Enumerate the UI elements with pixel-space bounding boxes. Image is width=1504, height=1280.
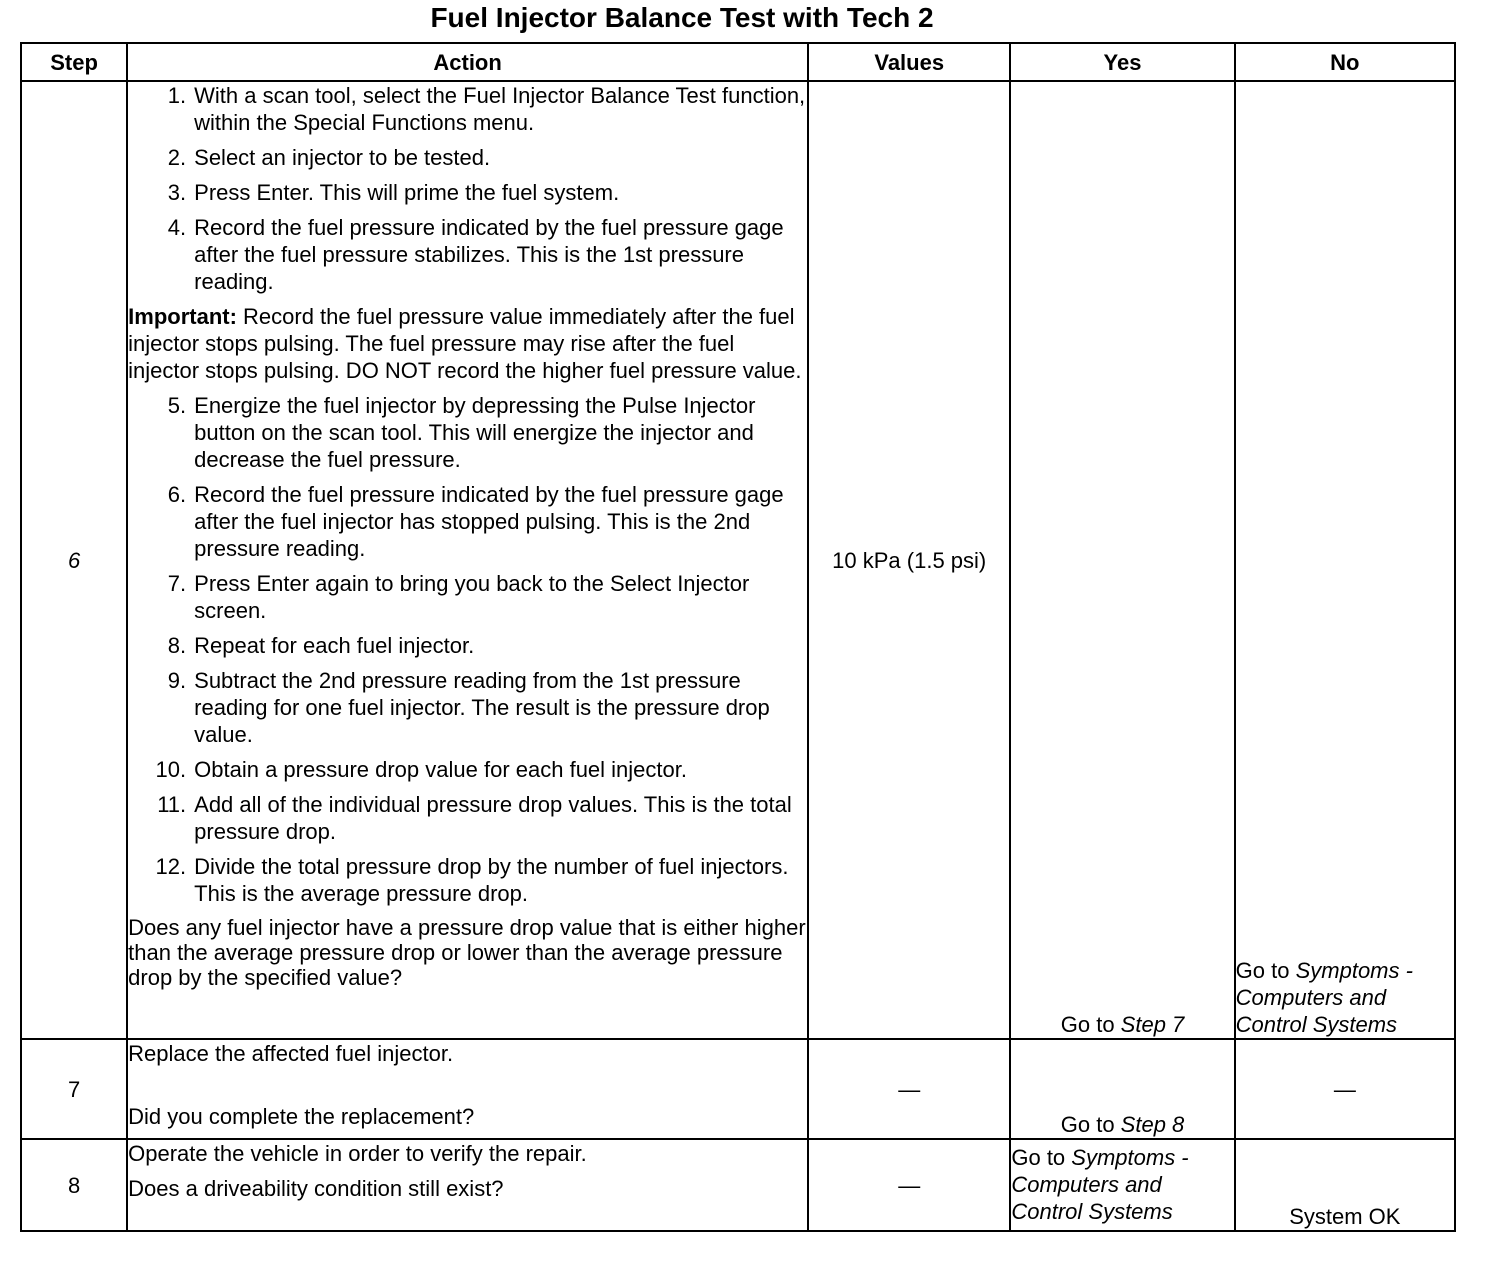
no-goto: Go to Symptoms - Computers and Control Systems bbox=[1235, 958, 1413, 1037]
header-step: Step bbox=[21, 43, 127, 81]
list-item: 10. Obtain a pressure drop value for each fuel injector. bbox=[155, 757, 687, 782]
important-note bbox=[128, 303, 807, 384]
list-item: 12. Divide the total pressure drop by the number of fuel injectors. This is the average pressure drop. bbox=[155, 854, 789, 906]
header-values: Values bbox=[808, 43, 1010, 81]
action-cell bbox=[127, 81, 808, 1039]
yes-cell bbox=[1010, 1039, 1234, 1139]
note-text: Record the fuel pressure value immediately after the fuel injector stops pulsing. The fuel pressure may rise after the fuel injector stops pulsing. DO NOT record the higher fuel pressure value. bbox=[128, 304, 802, 383]
action-cell bbox=[127, 1139, 808, 1231]
diagnostic-table bbox=[20, 42, 1456, 1232]
procedure-list-a bbox=[128, 82, 807, 295]
list-item: 9. Subtract the 2nd pressure reading from the 1st pressure reading for one fuel injector. The result is the pressure drop value. bbox=[167, 668, 770, 747]
step-number: 6 bbox=[21, 81, 127, 1039]
yes-cell bbox=[1010, 81, 1234, 1039]
page-title: Fuel Injector Balance Test with Tech 2 bbox=[430, 2, 934, 33]
note-label: Important: bbox=[128, 304, 237, 329]
list-item: 8. Repeat for each fuel injector. bbox=[167, 633, 475, 658]
list-item: 7. Press Enter again to bring you back to the Select Injector screen. bbox=[167, 571, 750, 623]
table-row-step-7 bbox=[21, 1039, 1455, 1139]
values-cell: — bbox=[808, 1139, 1010, 1231]
list-item: 6. Record the fuel pressure indicated by the fuel pressure gage after the fuel injector has stopped pulsing. This is the 2nd pressure reading. bbox=[167, 482, 784, 561]
question-text: Did you complete the replacement? bbox=[128, 1104, 475, 1129]
step-number: 8 bbox=[21, 1139, 127, 1231]
action-text: Operate the vehicle in order to verify the repair. bbox=[128, 1141, 587, 1166]
action-text: Replace the affected fuel injector. bbox=[128, 1041, 454, 1066]
question-text: Does a driveability condition still exist? bbox=[128, 1176, 504, 1201]
header-no: No bbox=[1235, 43, 1455, 81]
list-item: 4. Record the fuel pressure indicated by the fuel pressure gage after the fuel pressure stabilizes. This is the 1st pressure reading. bbox=[167, 215, 784, 294]
question-text: Does any fuel injector have a pressure drop value that is either higher than the average pressure drop or lower than the average pressure drop by the specified value? bbox=[128, 915, 806, 990]
no-cell: — bbox=[1235, 1039, 1455, 1139]
yes-cell bbox=[1010, 1139, 1234, 1231]
no-cell bbox=[1235, 81, 1455, 1039]
values-cell: 10 kPa (1.5 psi) bbox=[808, 81, 1010, 1039]
list-item: 5. Energize the fuel injector by depressing the Pulse Injector button on the scan tool. This will energize the injector and decrease the fuel pressure. bbox=[167, 393, 756, 472]
header-yes: Yes bbox=[1010, 43, 1234, 81]
action-cell bbox=[127, 1039, 808, 1139]
list-item: 2. Select an injector to be tested. bbox=[167, 145, 491, 170]
list-item: 11. Add all of the individual pressure drop values. This is the total pressure drop. bbox=[157, 792, 792, 844]
list-item: 3. Press Enter. This will prime the fuel system. bbox=[167, 180, 620, 205]
procedure-list-b bbox=[128, 392, 807, 907]
step-number: 7 bbox=[21, 1039, 127, 1139]
table-row-step-8 bbox=[21, 1139, 1455, 1231]
list-item: 1. With a scan tool, select the Fuel Injector Balance Test function, within the Special Functions menu. bbox=[167, 83, 806, 135]
header-row bbox=[21, 43, 1455, 81]
table-row-step-6 bbox=[21, 81, 1455, 1039]
header-action: Action bbox=[127, 43, 808, 81]
values-cell: — bbox=[808, 1039, 1010, 1139]
yes-goto: Go to Step 8 bbox=[1060, 1112, 1185, 1137]
yes-goto: Go to Step 7 bbox=[1060, 1012, 1185, 1037]
no-cell: System OK bbox=[1235, 1139, 1455, 1231]
yes-goto: Go to Symptoms - Computers and Control Systems bbox=[1011, 1145, 1189, 1224]
